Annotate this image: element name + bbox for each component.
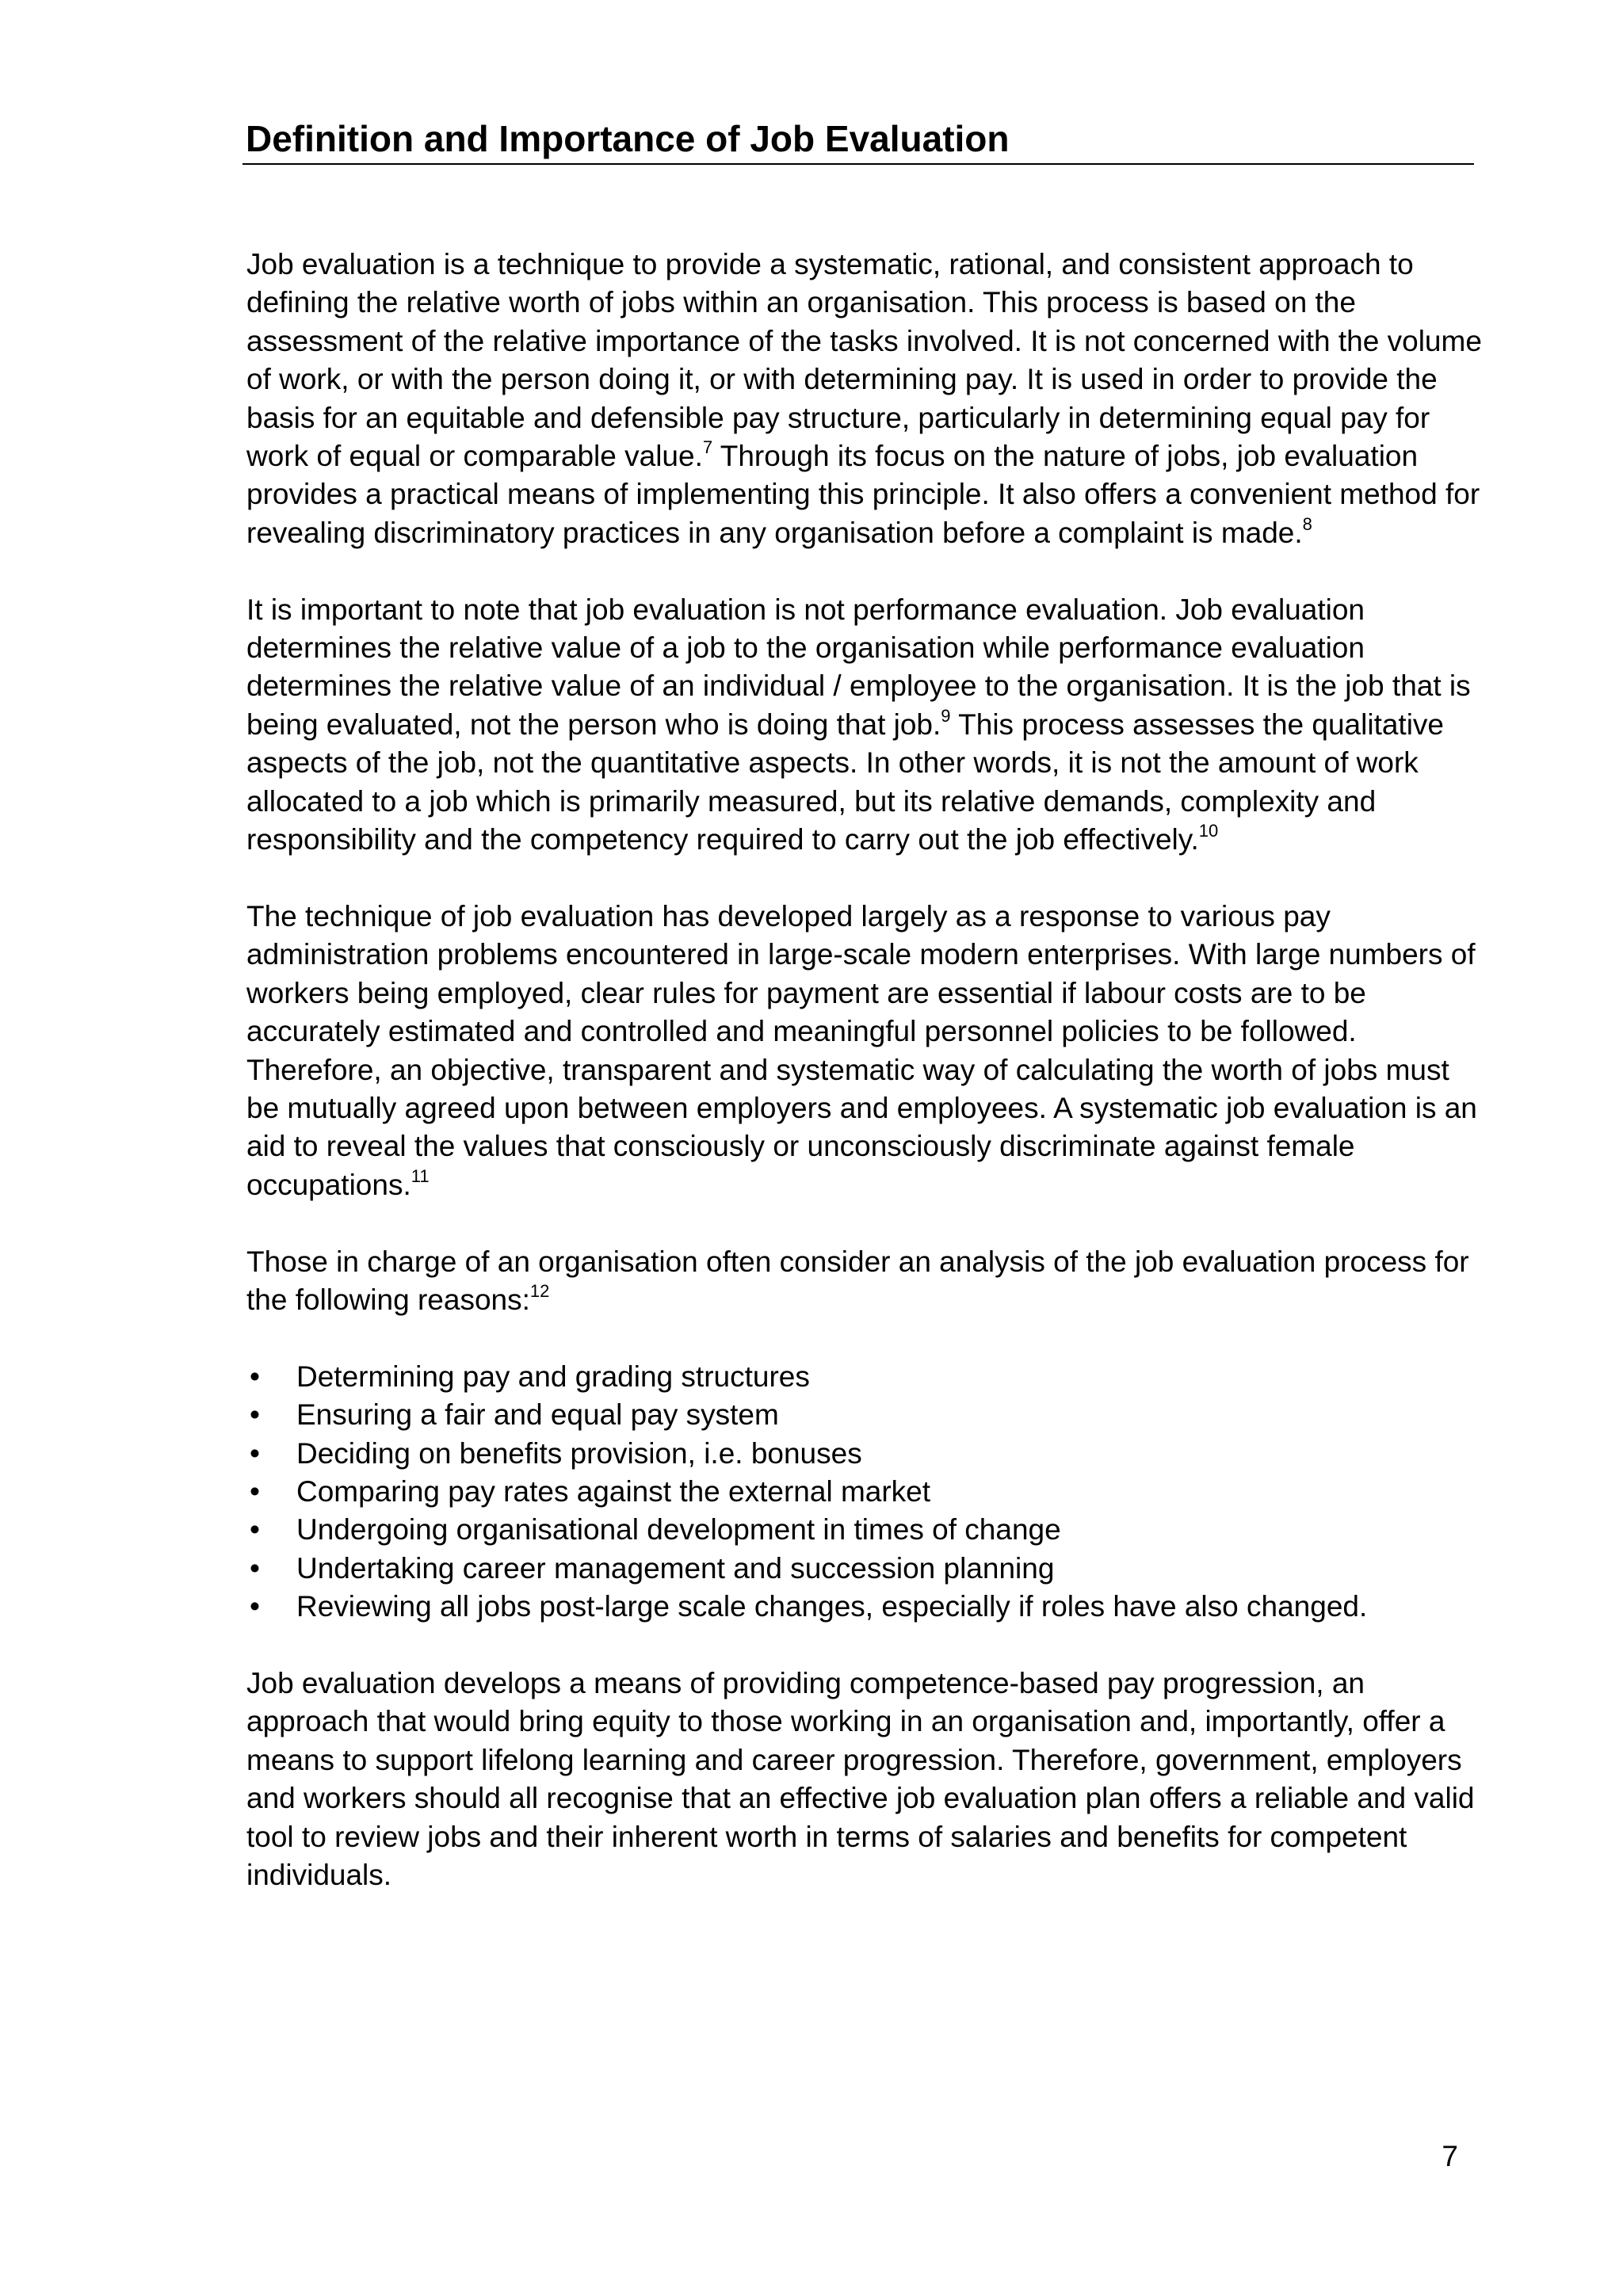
list-item <box>246 1473 1483 1511</box>
bullet-icon: • <box>250 1436 260 1470</box>
paragraph-conclusion <box>246 1665 1483 1894</box>
list-item <box>246 1511 1483 1549</box>
bullet-icon: • <box>250 1398 260 1432</box>
bullet-icon: • <box>250 1551 260 1585</box>
bullet-icon: • <box>250 1474 260 1508</box>
list-item-text: Determining pay and grading structures <box>296 1360 810 1393</box>
list-item-text: Ensuring a fair and equal pay system <box>296 1398 779 1432</box>
list-item <box>246 1588 1483 1626</box>
paragraph-definition <box>246 246 1483 552</box>
paragraph-text: Through its focus on the nature of jobs, job evaluation provides a practical means of implementing this principle. It also offers a convenient method for revealing discriminatory practices in any organisation before a complaint is made. <box>246 440 1480 549</box>
list-item-text: Deciding on benefits provision, i.e. bonuses <box>296 1436 862 1470</box>
list-item <box>246 1550 1483 1588</box>
bullet-icon: • <box>250 1590 260 1623</box>
bullet-icon: • <box>250 1513 260 1547</box>
footnote-ref-11: 11 <box>411 1165 430 1186</box>
paragraph-text: Job evaluation is a technique to provide a systematic, rational, and consistent approach to defining the relative worth of jobs within an organisation. This process is based on the assessment of the relative importance of the tasks involved. It is not concerned with the volume of work, or with the person doing it, or with determining pay. It is used in order to provide the basis for an equitable and defensible pay structure, particularly in determining equal pay for work of equal or comparable value. <box>246 248 1482 473</box>
list-item <box>246 1435 1483 1473</box>
list-item-text: Comparing pay rates against the external market <box>296 1474 931 1508</box>
paragraph-text: It is important to note that job evaluation is not performance evaluation. Job evaluation determines the relative value of a job to the organisation while performance evaluation determines the relative value of an individual / employee to the organisation. It is the job that is being evaluated, not the person who is doing that job. <box>246 593 1471 741</box>
page-heading: Definition and Importance of Job Evaluation <box>246 118 1010 159</box>
footnote-ref-7: 7 <box>702 437 713 458</box>
list-item-text: Undertaking career management and succession planning <box>296 1551 1055 1585</box>
footnote-ref-9: 9 <box>941 705 951 726</box>
list-item-text: Undergoing organisational development in times of change <box>296 1513 1061 1547</box>
footnote-ref-10: 10 <box>1198 821 1219 841</box>
footnote-ref-8: 8 <box>1302 513 1312 534</box>
paragraph-text: This process assesses the qualitative aspects of the job, not the quantitative aspects. In other words, it is not the amount of work allocated to a job which is primarily measured, but its relative demands, complexity and responsibility and the competency required to carry out the job effectively. <box>246 707 1445 856</box>
paragraph-reasons-intro <box>246 1243 1483 1320</box>
paragraph-technique <box>246 898 1483 1204</box>
paragraph-text: Those in charge of an organisation often consider an analysis of the job evaluation process for the following reasons: <box>246 1245 1469 1316</box>
list-item <box>246 1396 1483 1434</box>
heading-underline <box>242 163 1474 165</box>
footnote-ref-12: 12 <box>529 1280 550 1301</box>
paragraph-text: Job evaluation develops a means of providing competence-based pay progression, an approach that would bring equity to those working in an organisation and, importantly, offer a means to support lifelong learning and career progression. Therefore, government, employers and workers should all recognise that an effective job evaluation plan offers a reliable and valid tool to review jobs and their inherent worth in terms of salaries and benefits for competent individuals. <box>246 1666 1475 1891</box>
document-body <box>246 246 1483 1933</box>
page-number: 7 <box>1442 2140 1458 2172</box>
reasons-list <box>246 1358 1483 1627</box>
paragraph-text: The technique of job evaluation has developed largely as a response to various pay administration problems encountered in large-scale modern enterprises. With large numbers of workers being employed, clear rules for payment are essential if labour costs are to be accurately estimated and controlled and meaningful personnel policies to be followed. Therefore, an objective, transparent and systematic way of calculating the worth of jobs must be mutually agreed upon between employers and employees. A systematic job evaluation is an aid to reveal the values that consciously or unconsciously discriminate against female occupations. <box>246 899 1477 1201</box>
list-item-text: Reviewing all jobs post-large scale changes, especially if roles have also changed. <box>296 1590 1368 1623</box>
bullet-icon: • <box>250 1360 260 1393</box>
paragraph-not-performance <box>246 591 1483 860</box>
list-item <box>246 1358 1483 1396</box>
